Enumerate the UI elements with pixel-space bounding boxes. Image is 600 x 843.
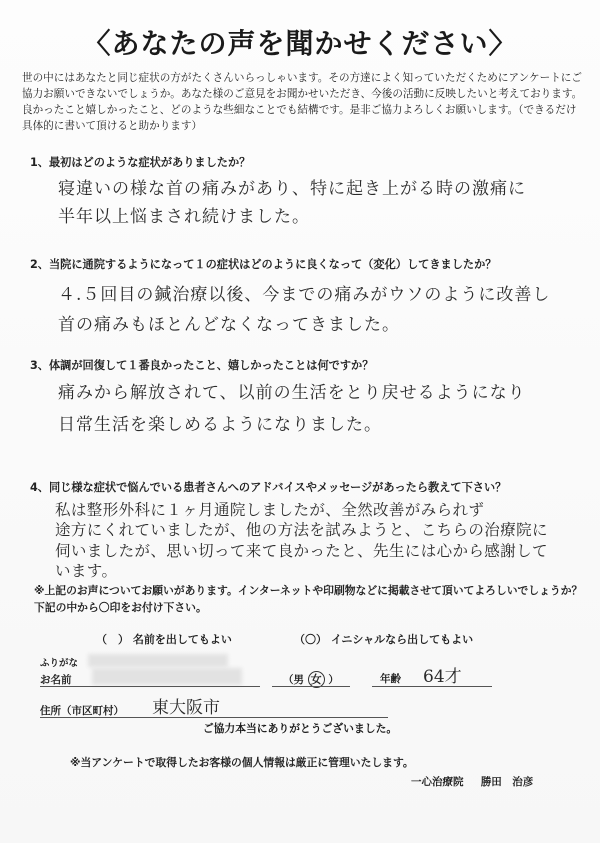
address-value: 東大阪市 xyxy=(152,698,220,718)
answer-4-line-2: 途方にくれていましたが、他の方法を試みようと、こちらの治療院に xyxy=(55,521,548,539)
answer-4-line-3: 伺いましたが、思い切って来て良かったと、先生には心から感謝して xyxy=(55,542,548,560)
age-value: 64才 xyxy=(423,667,462,687)
gender-male: （男 xyxy=(283,674,304,686)
age-underline xyxy=(372,686,492,687)
thanks-message: ご協力本当にありがとうございました。 xyxy=(202,722,398,735)
question-3-label: 3、体調が回復して１番良かったこと、嬉しかったことは何ですか？ xyxy=(30,359,374,372)
answer-4-line-4: います。 xyxy=(55,562,118,580)
privacy-note: ※当アンケートで取得したお客様の個人情報は厳正に管理いたします。 xyxy=(70,756,414,769)
permission-note: ※上記のお声についてお願いがあります。インターネットや印刷物などに掲載させて頂いてよろしいでしょうか？下記の中から〇印をお付け下さい。 xyxy=(34,584,583,614)
answer-2-line-2: 首の痛みもほとんどなくなってきました。 xyxy=(58,315,400,335)
option-full-name-mark: （ ） xyxy=(96,633,129,646)
address-underline xyxy=(40,717,388,718)
age-label: 年齢 xyxy=(380,673,401,685)
option-initials-label: イニシャルなら出してもよい xyxy=(330,633,474,646)
option-full-name[interactable] xyxy=(96,631,232,647)
signature xyxy=(411,774,533,789)
answer-1-line-2: 半年以上悩まされ続けました。 xyxy=(58,207,310,227)
name-underline xyxy=(40,686,260,687)
question-2-label: 2、当院に通院するようになって１の症状はどのように良くなって（変化）してきましたか？ xyxy=(30,258,497,271)
furigana-label: ふりがな xyxy=(40,658,79,669)
intro-text: 世の中にはあなたと同じ症状の方がたくさんいらっしゃいます。その方達によく知っていただくためにアンケートにご協力お願いできないでしょうか。あなた様のご意見をお聞かせいただき、今後の活動に反映したいと考えております。良かったこと嬉しかったこと、どのような些細なことでも結構です。是非ご協力よろしくお願いします。（できるだけ具体的に書いて頂けると助かります） xyxy=(22,72,583,132)
answer-4-line-1: 私は整形外科に１ヶ月通院しましたが、全然改善がみられず xyxy=(55,501,485,519)
name-redacted xyxy=(92,668,242,685)
clinic-name: 一心治療院 xyxy=(411,776,464,788)
option-initials[interactable] xyxy=(294,631,473,647)
gender-underline xyxy=(272,686,350,687)
answer-3-line-2: 日常生活を楽しめるようになりました。 xyxy=(58,415,382,435)
gender-close: ） xyxy=(328,674,339,686)
furigana-redacted xyxy=(88,654,228,667)
option-full-name-label: 名前を出してもよい xyxy=(132,633,232,646)
question-1-label: 1、最初はどのような症状がありましたか？ xyxy=(30,156,251,169)
answer-1-line-1: 寝違いの様な首の痛みがあり、特に起き上がる時の激痛に xyxy=(58,179,526,199)
gender-female-circled: 女 xyxy=(308,671,325,688)
option-initials-mark: （〇） xyxy=(294,633,327,646)
name-label: お名前 xyxy=(40,674,72,686)
answer-2-line-1: ４.５回目の鍼治療以後、今までの痛みがウソのように改善し xyxy=(58,285,551,305)
page-title: 〈あなたの声を聞かせください〉 xyxy=(82,27,518,60)
answer-3-line-1: 痛みから解放されて、以前の生活をとり戻せるようになり xyxy=(58,383,526,403)
practitioner-name: 勝田 治彦 xyxy=(480,776,534,788)
address-label: 住所（市区町村） xyxy=(40,705,124,717)
question-4-label: 4、同じ様な症状で悩んでいる患者さんへのアドバイスやメッセージがあったら教えて下さい？ xyxy=(30,481,507,494)
